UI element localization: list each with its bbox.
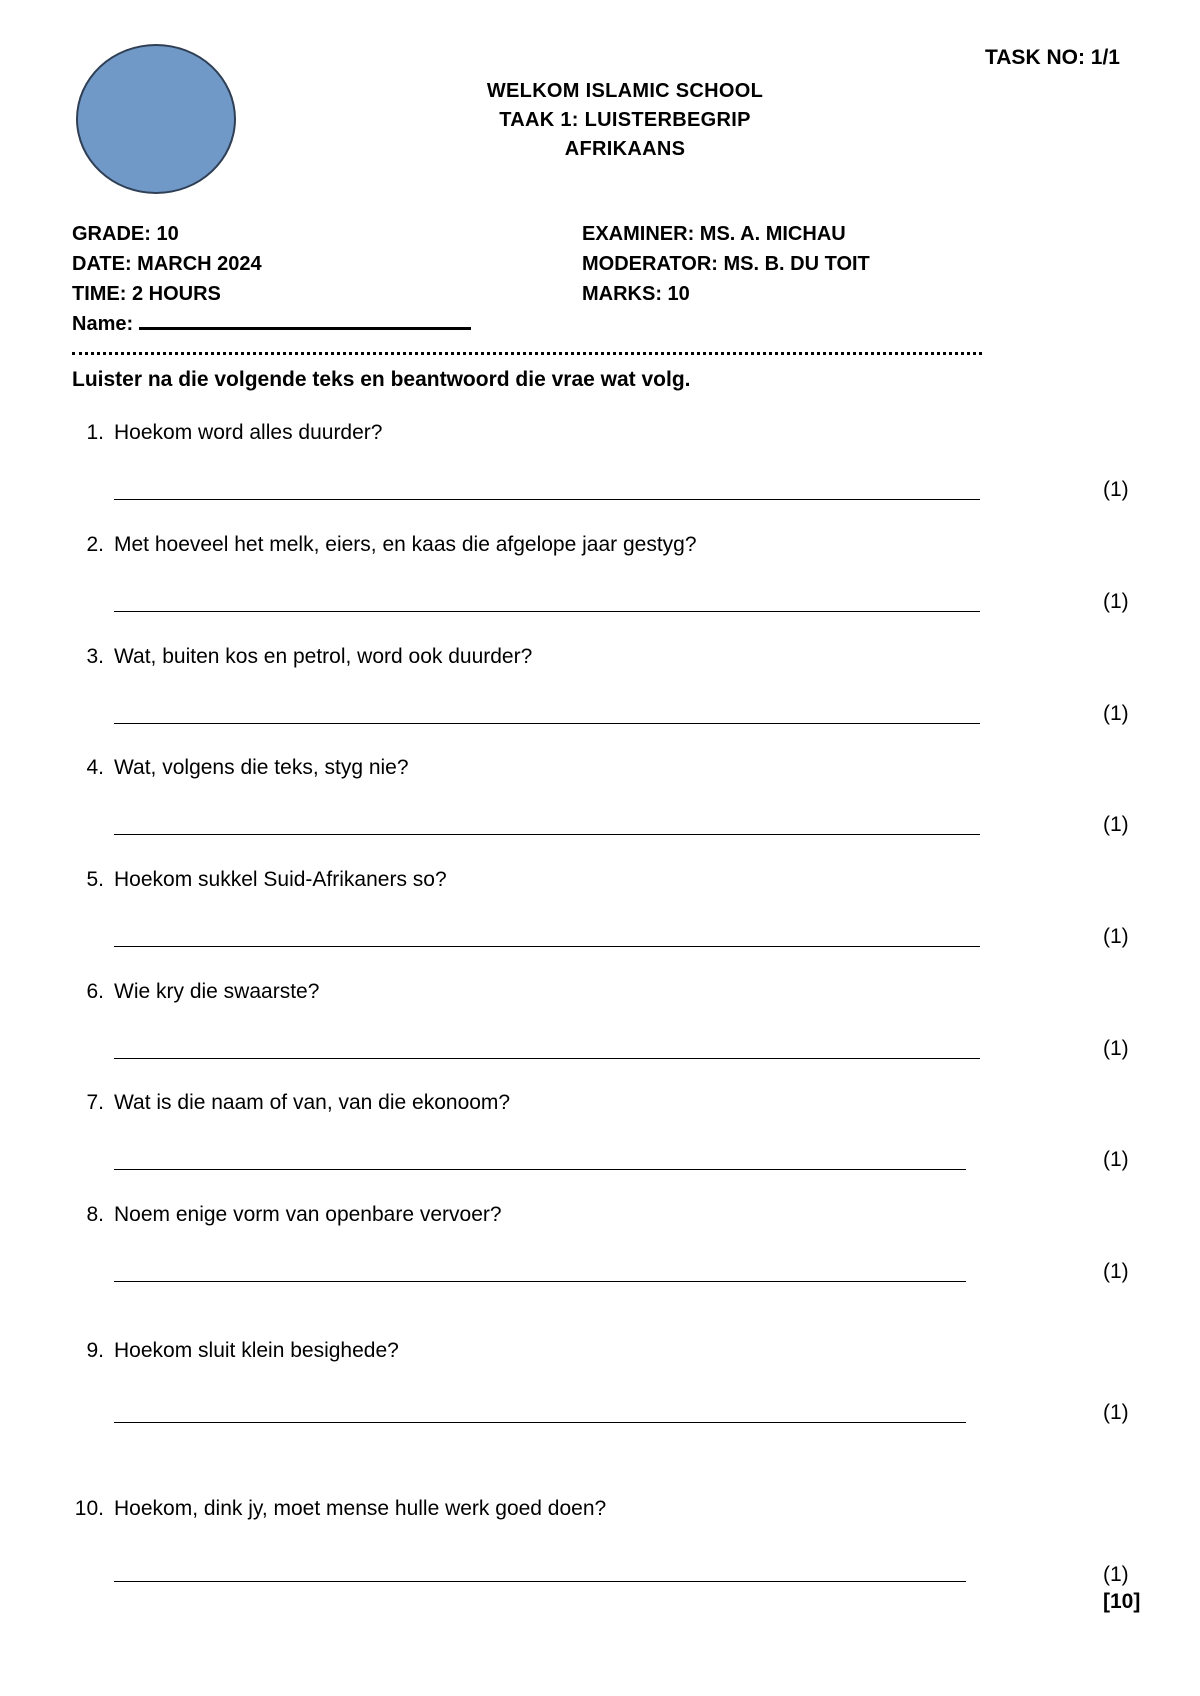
name-input-line[interactable] <box>139 309 471 330</box>
question-2 <box>72 532 697 558</box>
question-text: Wat, volgens die teks, styg nie? <box>114 756 409 779</box>
question-number: 10. <box>74 1497 104 1520</box>
question-mark-9: (1) <box>1103 1401 1129 1424</box>
dotted-divider <box>72 352 982 355</box>
question-text: Met hoeveel het melk, eiers, en kaas die afgelope jaar gestyg? <box>114 533 697 556</box>
examiner-text: EXAMINER: MS. A. MICHAU <box>582 223 846 245</box>
question-mark-10: (1) <box>1103 1563 1129 1586</box>
question-5 <box>72 867 447 893</box>
task-number: TASK NO: 1/1 <box>985 46 1120 69</box>
question-text: Hoekom, dink jy, moet mense hulle werk goed doen? <box>114 1497 607 1520</box>
question-text: Hoekom word alles duurder? <box>114 421 383 444</box>
title-block <box>420 77 830 164</box>
question-mark-2: (1) <box>1103 590 1129 613</box>
question-1 <box>72 420 382 446</box>
question-mark-1: (1) <box>1103 478 1129 501</box>
question-text: Wat is die naam of van, van die ekonoom? <box>114 1091 511 1114</box>
answer-line-2[interactable] <box>114 611 980 612</box>
question-9 <box>72 1338 399 1364</box>
grade-text: GRADE: 10 <box>72 223 179 245</box>
instruction-text: Luister na die volgende teks en beantwoord die vrae wat volg. <box>72 368 691 391</box>
answer-line-7[interactable] <box>114 1169 966 1170</box>
question-number: 8. <box>86 1203 104 1226</box>
time-text: TIME: 2 HOURS <box>72 283 221 305</box>
info-right <box>582 219 870 309</box>
question-number: 9. <box>86 1339 104 1362</box>
question-mark-7: (1) <box>1103 1148 1129 1171</box>
question-number: 2. <box>86 533 104 556</box>
question-number: 5. <box>86 868 104 891</box>
answer-line-6[interactable] <box>114 1058 980 1059</box>
task-title: TAAK 1: LUISTERBEGRIP <box>499 109 751 131</box>
answer-line-10[interactable] <box>114 1581 966 1582</box>
question-mark-4: (1) <box>1103 813 1129 836</box>
answer-line-4[interactable] <box>114 834 980 835</box>
marks-text: MARKS: 10 <box>582 283 690 305</box>
question-mark-3: (1) <box>1103 702 1129 725</box>
question-mark-6: (1) <box>1103 1037 1129 1060</box>
question-number: 6. <box>86 980 104 1003</box>
question-text: Wie kry die swaarste? <box>114 980 320 1003</box>
answer-line-5[interactable] <box>114 946 980 947</box>
question-4 <box>72 755 409 781</box>
name-label: Name: <box>72 313 134 335</box>
question-7 <box>72 1090 510 1116</box>
info-left <box>72 219 471 339</box>
question-text: Wat, buiten kos en petrol, word ook duurder? <box>114 645 533 668</box>
answer-line-9[interactable] <box>114 1422 966 1423</box>
question-number: 4. <box>86 756 104 779</box>
question-8 <box>72 1202 502 1228</box>
total-marks: [10] <box>1103 1590 1141 1613</box>
question-number: 7. <box>86 1091 104 1114</box>
name-row <box>72 309 471 339</box>
question-text: Hoekom sluit klein besighede? <box>114 1339 399 1362</box>
answer-line-1[interactable] <box>114 499 980 500</box>
answer-line-8[interactable] <box>114 1281 966 1282</box>
subject-title: AFRIKAANS <box>564 138 686 160</box>
question-mark-8: (1) <box>1103 1260 1129 1283</box>
date-text: DATE: MARCH 2024 <box>72 253 262 275</box>
question-mark-5: (1) <box>1103 925 1129 948</box>
school-name: WELKOM ISLAMIC SCHOOL <box>486 80 764 102</box>
question-text: Noem enige vorm van openbare vervoer? <box>114 1203 502 1226</box>
moderator-text: MODERATOR: MS. B. DU TOIT <box>582 253 870 275</box>
question-number: 3. <box>86 645 104 668</box>
question-number: 1. <box>86 421 104 444</box>
school-logo <box>76 44 236 194</box>
question-10 <box>60 1496 606 1522</box>
answer-line-3[interactable] <box>114 723 980 724</box>
question-3 <box>72 644 532 670</box>
question-text: Hoekom sukkel Suid-Afrikaners so? <box>114 868 447 891</box>
question-6 <box>72 979 319 1005</box>
